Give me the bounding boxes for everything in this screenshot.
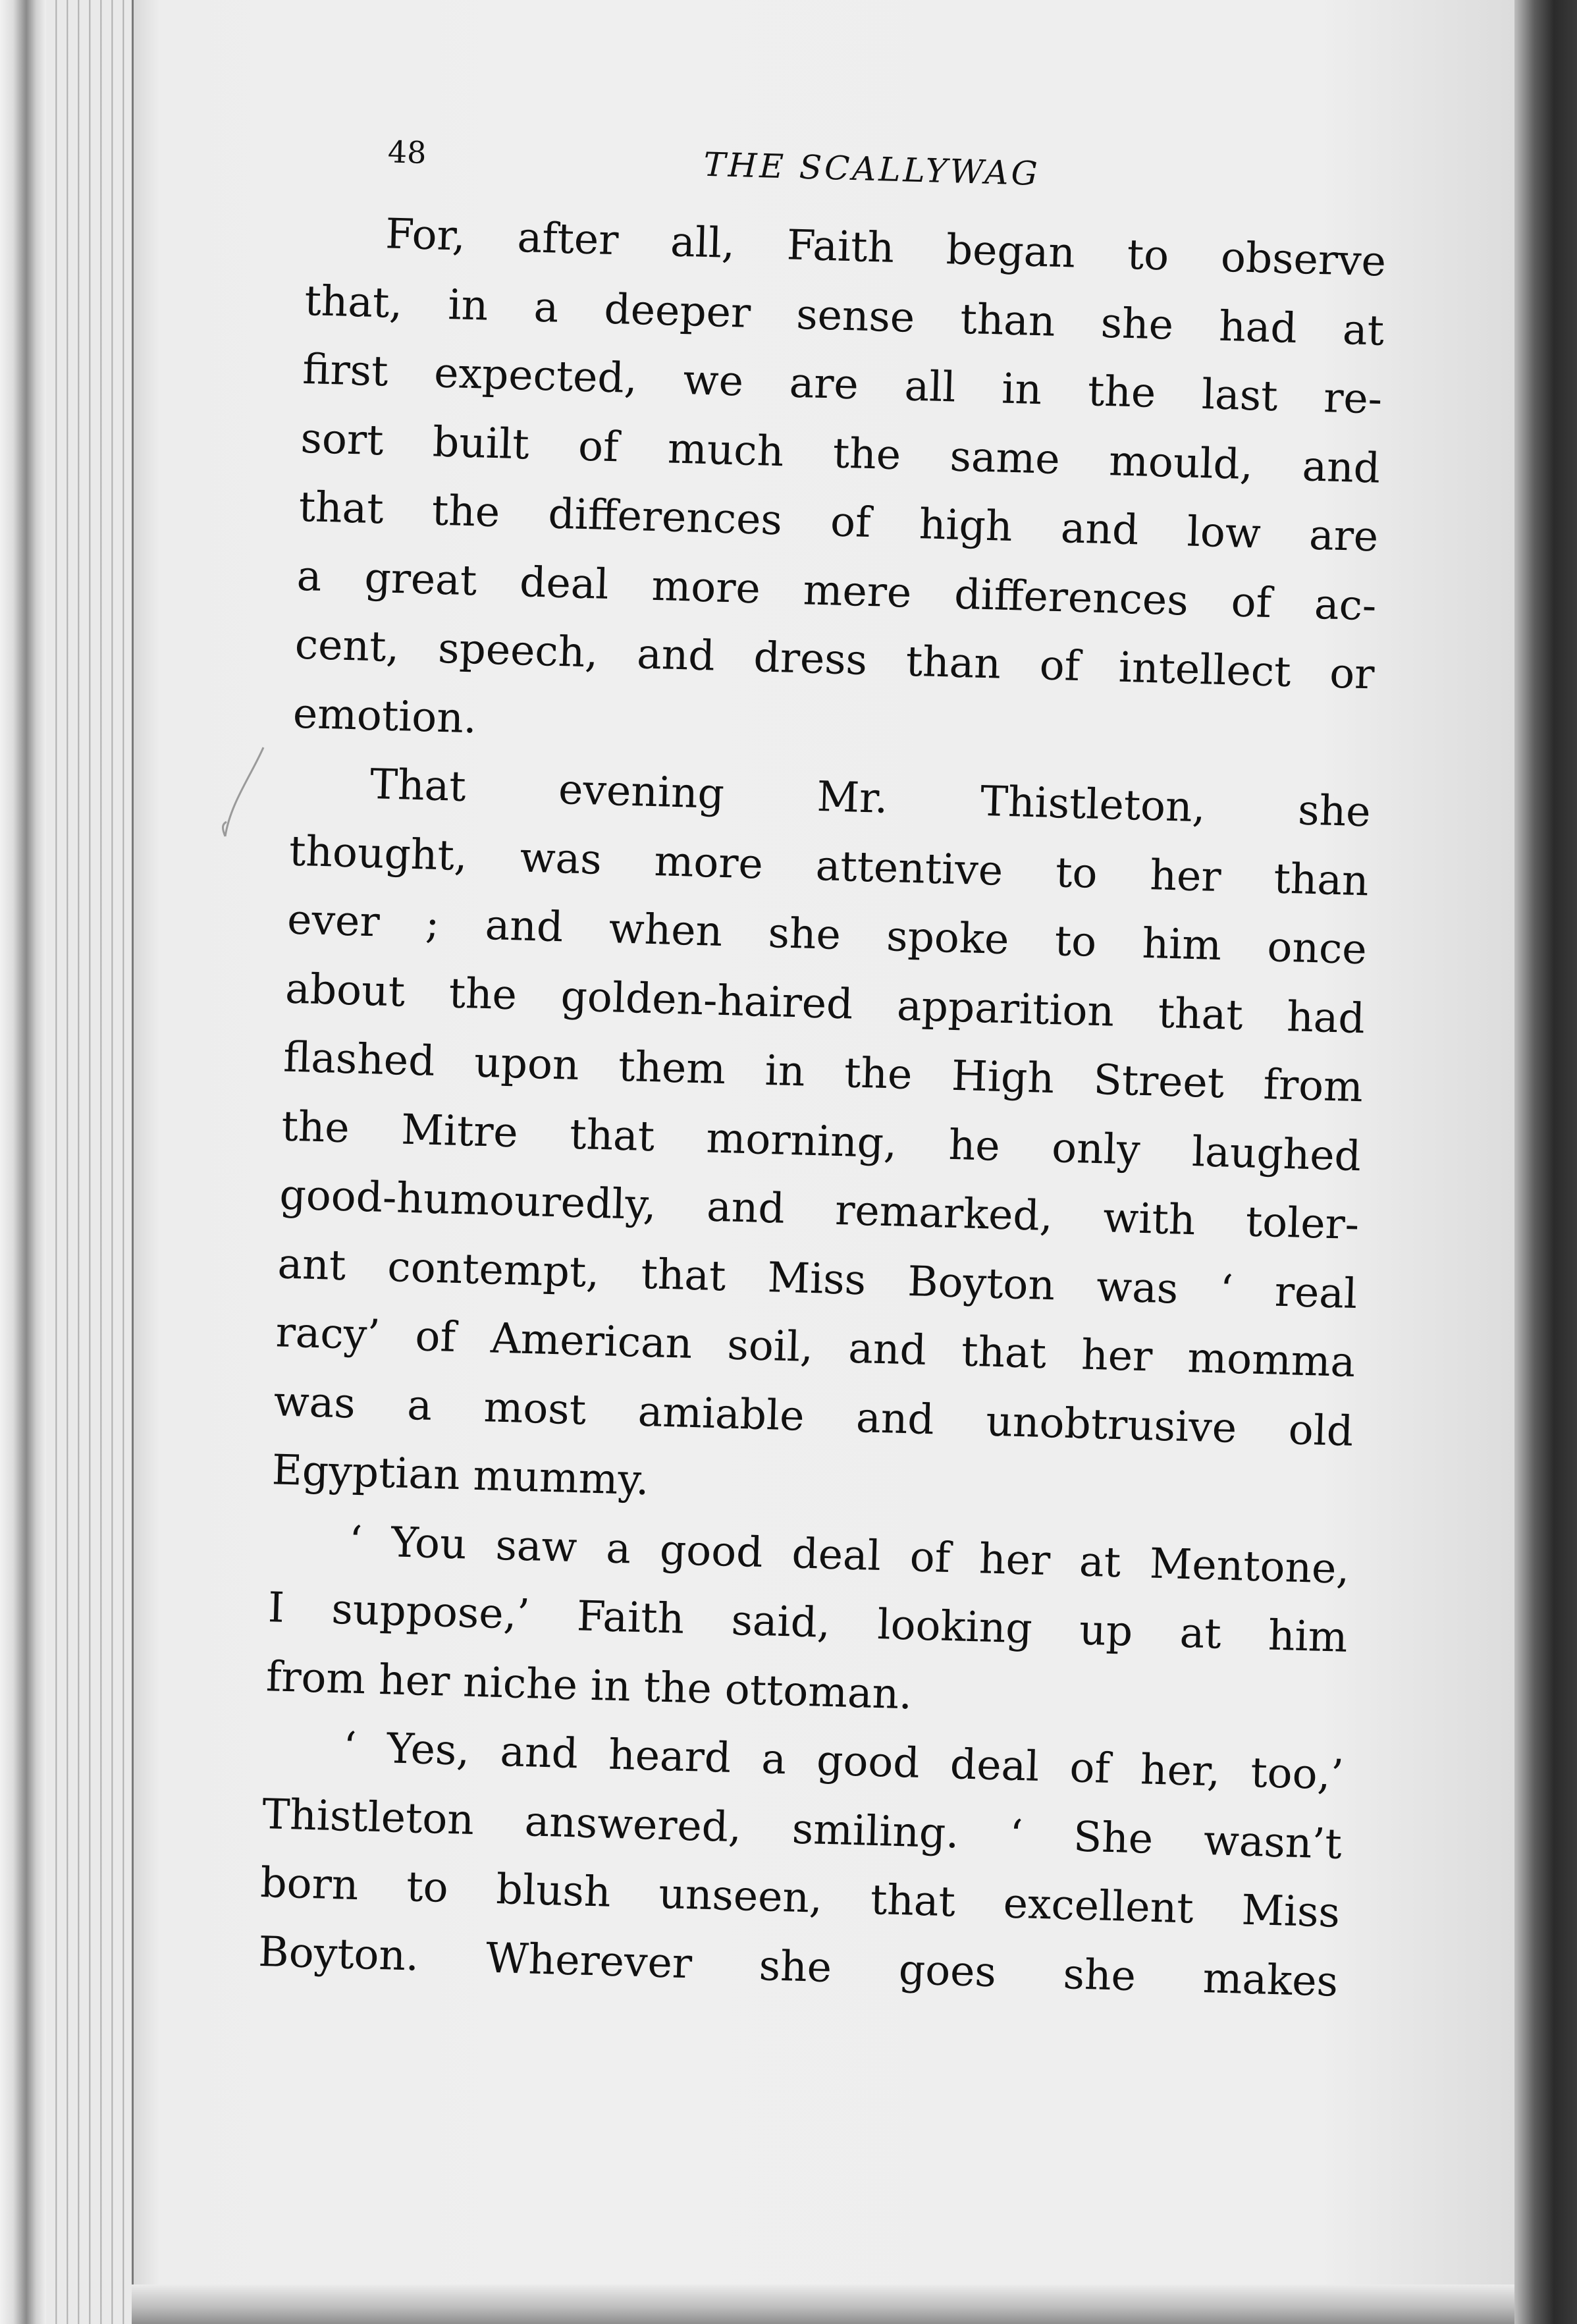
page-edges-stack (46, 0, 138, 2324)
text-line: flashed upon them in the High Street from (282, 1033, 1364, 1112)
text-line: a great deal more mere differences of ac- (296, 551, 1377, 630)
text-line: that, in a deeper sense than she had at (304, 276, 1385, 355)
text-line: ‘ You saw a good deal of her at Mentone, (348, 1517, 1350, 1593)
paragraph-3 (265, 1505, 1350, 1741)
running-title: THE SCALLYWAG (703, 145, 1041, 193)
page-text-block (257, 125, 1389, 2016)
text-line: that the differences of high and low are (298, 482, 1379, 561)
text-line: emotion. (292, 689, 477, 742)
text-line: ‘ Yes, and heard a good deal of her, too,’ (342, 1723, 1345, 1799)
text-line: good-humouredly, and remarked, with toler- (279, 1170, 1360, 1249)
text-line: the Mitre that morning, he only laughed (281, 1101, 1362, 1180)
text-line: thought, was more attentive to her than (288, 826, 1370, 905)
text-line: Boyton. Wherever she goes she makes (257, 1927, 1339, 2006)
text-line: from her niche in the ottoman. (265, 1652, 913, 1718)
text-line: ever ; and when she spoke to him once (286, 895, 1368, 974)
bottom-page-edge (132, 2284, 1514, 2324)
text-line: sort built of much the same mould, and (300, 414, 1381, 493)
text-line: Egyptian mummy. (271, 1446, 650, 1505)
paragraph-4 (257, 1711, 1345, 2016)
text-line: about the golden-haired apparition that had (284, 964, 1366, 1042)
text-line: ant contempt, that Miss Boyton was ‘ real (277, 1239, 1358, 1318)
text-line: That evening Mr. Thistleton, she (369, 759, 1372, 836)
text-line: Thistleton answered, smiling. ‘ She wasn’t (261, 1789, 1343, 1868)
text-line: cent, speech, and dress than of intellect or (294, 620, 1376, 699)
page-number: 48 (387, 134, 427, 171)
left-binding-shadow (0, 0, 46, 2324)
text-line: For, after all, Faith began to observe (385, 209, 1387, 286)
text-line: first expected, we are all in the last re- (302, 344, 1383, 423)
pencil-margin-mark (217, 744, 270, 843)
text-line: was a most amiable and unobtrusive old (273, 1376, 1354, 1455)
text-line: born to blush unseen, that excellent Miss (259, 1858, 1341, 1937)
text-line: I suppose,’ Faith said, looking up at him (267, 1583, 1349, 1662)
right-gutter-shadow (1514, 0, 1577, 2324)
paragraph-1 (292, 198, 1387, 778)
text-line: racy’ of American soil, and that her momma (275, 1308, 1356, 1387)
paragraph-2 (271, 748, 1371, 1535)
